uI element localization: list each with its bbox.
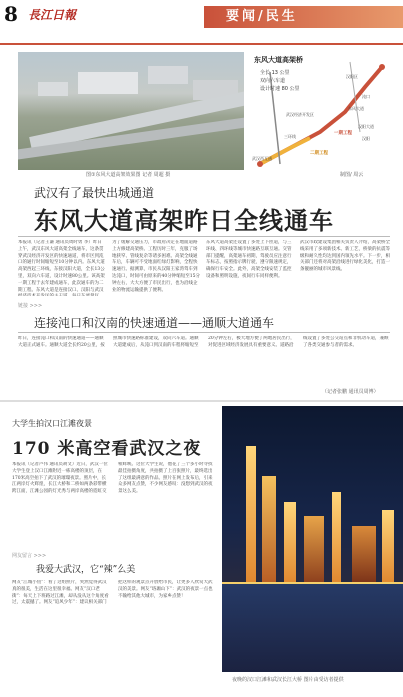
- article-body: 昨日，连接沌口和汉南的快速通道——通顺大道正式通车。通顺大道全长约20公里，按照城市快速路标准建设，双向六车道。通顺大道建成后，从沌口到汉南的车程将缩短至20分钟左右，极大地方便了两地居民出行，对促进区域经济发展具有重要意义。道路沿线设置了多处公交站点和非机动车道，兼顾了各类交通参与者的需求。: [18, 336, 389, 348]
- map-label: 汉阳区: [346, 74, 358, 79]
- article-kicker: 武汉有了最快出城通道: [34, 186, 155, 200]
- east-endpoint-marker: [379, 64, 385, 70]
- map-label: 汉阳: [362, 136, 370, 141]
- section-divider: [18, 236, 390, 237]
- map-info-line: 双向六车道: [260, 78, 286, 84]
- map-title: 东风大道高架桥: [254, 56, 303, 64]
- article-kicker: 链接 >>>: [18, 303, 43, 309]
- elevated-road-photo: [18, 52, 244, 170]
- article-kicker: 网友留言 >>>: [12, 553, 47, 559]
- section-divider: [18, 332, 390, 333]
- paper-name: 長江日報: [28, 8, 77, 22]
- map-label: 东风大道: [348, 106, 364, 111]
- route-map-graphic: [250, 52, 390, 170]
- map-label: 武汉西互通: [252, 156, 272, 161]
- route-map: [250, 52, 390, 170]
- map-credit: 制图/ 周云: [340, 172, 364, 178]
- header-divider: [0, 43, 403, 45]
- map-info-line: 全长 13 公里: [260, 70, 290, 76]
- map-label: 沌口: [362, 94, 370, 99]
- article-column: 东风大道高架还设置了多处上下匝道，与三环线、四环线等城市快速路互联互通。交管部门提醒，高架通车初期，驾驶员应注意行车标志，按照指示牌行驶，遵守限速规定，确保行车安全。此外，高架全线安装了监控设备和照明设施，夜间行车同样便利。: [206, 240, 292, 279]
- map-label: 二期工程: [310, 151, 328, 156]
- map-label: 武汉经济开发区: [286, 112, 314, 117]
- map-label: 汉阳大道: [358, 124, 374, 129]
- photo-caption: 夜晚的汉口江滩和武汉长江大桥 图片由受访者提供: [232, 677, 344, 683]
- map-label: 三环线: [284, 134, 296, 139]
- article-headline: 我爱大武汉，它“辣”么美: [36, 565, 136, 575]
- photo-caption: 图①东风大道高架效果图 记者 周超 摄: [86, 172, 171, 178]
- article-kicker: 大学生拍汉口江滩夜景: [12, 419, 92, 428]
- article-body: 本报讯（记者卢伟 通讯员胡文）近日，武汉一位大学生登上汉口江滩附近一栋高楼的顶层，在170米高空拍下了武汉的璀璨夜景。照片中，长江两岸灯火辉煌，长江大桥和二桥如两条彩带横跨江面，江滩公园的灯光秀与两岸高楼的霓虹交相辉映。这位大学生说，他花了三个多小时寻找最佳拍摄角度，共拍摄了上百张照片，最终选出了这组最满意的作品。照片在网上发布后，引来众多网友点赞，不少网友感叹：没想到武汉的夜景这么美。: [12, 462, 213, 495]
- map-info-line: 设计时速 80 公里: [260, 86, 300, 92]
- article-credit: （记者张鹏 通讯员周博）: [322, 389, 379, 395]
- section-divider: [0, 400, 403, 402]
- article-headline: 东风大道高架昨日全线通车: [34, 206, 334, 235]
- article-body: 网友“江城小鱼”：看了这组照片，突然觉得武汉真的很美，生活在这里很幸福。网友“汉口老街”：每天上下班路过江滩，却从没从这个角度看过，太震撼了。网友“追风少年”：建议相关部门把这样的观景点开放给市民，让更多人欣赏大武汉的美景。网友“珞珈山下”：武汉的夜景一点也不输给其他大城市，为家乡点赞！: [12, 580, 213, 606]
- map-label: 一期工程: [334, 131, 352, 136]
- article-column: 为了缓解交通压力，市政府决定在地面道路上方修建高架桥。工程历时三年，克服了场地狭窄、管线复杂等诸多困难。高架全线通车后，车辆可不受地面红绿灯影响，全程快速通行。据测算，市民从汉阳王家湾驾车到达沌口，时间可由原来的40分钟缩短至15分钟左右，大大方便了市民出行，也为沿线企业的物流运输提供了便利。: [112, 240, 200, 293]
- article-column: 本报讯（记者王谦 通讯员周时勇 李）昨日上午，武汉东风大道高架全线通车，这条贯穿武汉经济开发区的快速通道，将市区到沌口的通行时间缩短至10分钟以内。东风大道高架西起三环线，东接汉阳大道，全长13公里，双向六车道，设计时速80公里。该高架一期工程于去年建成通车，此次通车的为二期工程。东风大道是连接汉口、汉阳与武汉: [18, 240, 105, 293]
- west-endpoint-marker: [257, 161, 263, 167]
- page-number: 8: [4, 2, 18, 26]
- article-headline: 170 米高空看武汉之夜: [12, 439, 202, 459]
- section-title: 要闻/民生: [204, 6, 403, 28]
- night-skyline-photo: [222, 406, 403, 672]
- article-headline: 连接沌口和汉南的快速通道——通顺大道通车: [34, 316, 275, 330]
- article-column: 武汉市政建设集团相关负责人介绍，高架桥全线采用了多项新技术、新工艺，桥梁的抗震等级和耐久性均达到国内领先水平。下一步，相关部门还将对高架沿线进行绿化美化，打造一条靓丽的城市风景线。: [300, 240, 390, 273]
- section-subtitle: [204, 29, 403, 41]
